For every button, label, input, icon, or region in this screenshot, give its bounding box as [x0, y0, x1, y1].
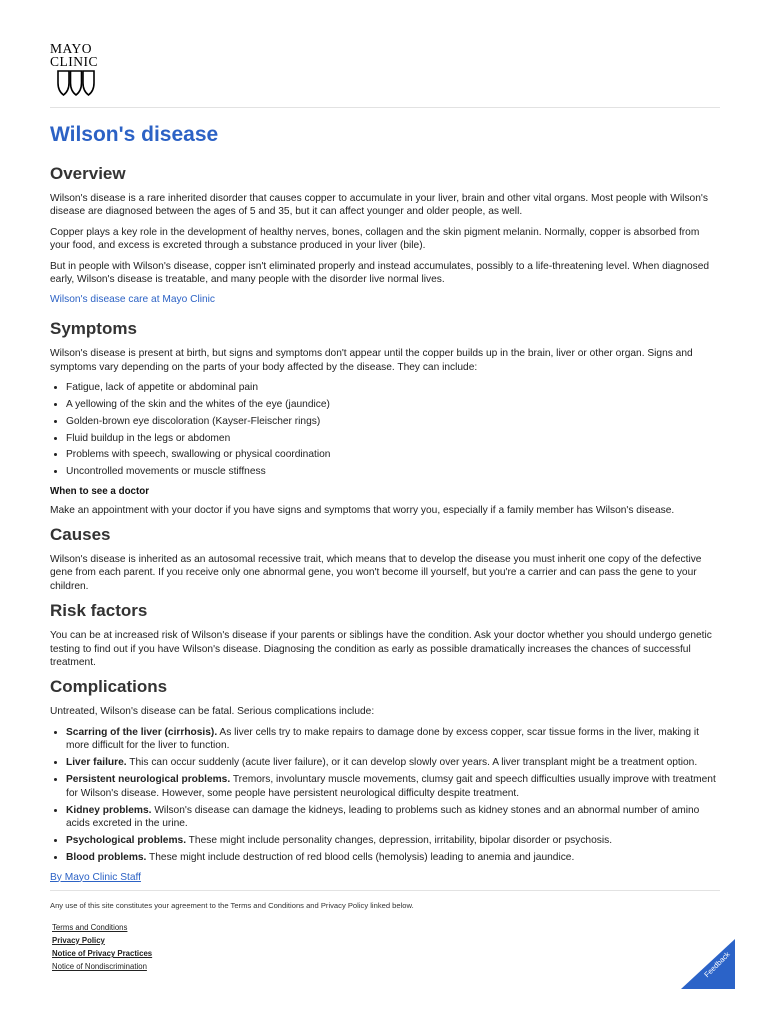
article-body	[50, 163, 718, 974]
overview-paragraph: Copper plays a key role in the development of healthy nerves, bones, collagen and the skin pigment melanin. Normally, copper is absorbed from your food, and excess is excreted through a substance produced in your liver (bile).	[50, 226, 700, 252]
complication-text: As liver cells try to make repairs to damage done by excess copper, scar tissue forms in the liver, making it more difficult for the liver to function.	[66, 726, 700, 752]
feedback-label[interactable]: Feedback	[702, 949, 732, 980]
complication-text: Wilson's disease can damage the kidneys, leading to problems such as kidney stones and an abnormal number of amino acids excreted in the urine.	[66, 804, 700, 830]
logo-line-2: CLINIC	[50, 54, 98, 69]
terms-and-conditions-link[interactable]: Terms and Conditions	[52, 922, 128, 932]
symptom-item: • Uncontrolled movements or muscle stiffness	[66, 465, 718, 478]
logo-line-1: MAYO	[50, 41, 93, 56]
symptom-item: • Problems with speech, swallowing or physical coordination	[66, 448, 718, 461]
complications-intro: Untreated, Wilson's disease can be fatal. Serious complications include:	[50, 706, 375, 718]
complications-list	[50, 726, 718, 865]
symptom-item: • Fatigue, lack of appetite or abdominal pain	[66, 381, 718, 394]
causes-text: Wilson's disease is inherited as an autosomal recessive trait, which means that to develop the disease you must inherit one copy of the defective gene from each parent. If you receive only one abnormal gene, you won't become ill yourself, but you're a carrier and can pass the gene to your children.	[50, 554, 702, 592]
footer-links	[50, 921, 718, 974]
complication-term: Scarring of the liver (cirrhosis).	[66, 726, 218, 738]
causes-heading: Causes	[50, 525, 111, 545]
risk-factors-text: You can be at increased risk of Wilson's disease if your parents or siblings have the condition. Ask your doctor whether you should undergo genetic testing to find out if you have Wilson's disease. Diagnosing the condition as early as possible dramatically increases the chances of successful treatment.	[50, 630, 712, 669]
symptom-item: • A yellowing of the skin and the whites of the eye (jaundice)	[66, 398, 718, 411]
symptoms-list	[50, 381, 718, 478]
complication-item	[66, 851, 718, 864]
complication-text: These might include personality changes, depression, irritability, bipolar disorder or psychosis.	[186, 835, 613, 847]
symptoms-section	[50, 318, 718, 517]
shield-logo-icon	[57, 70, 95, 97]
overview-heading: Overview	[50, 164, 126, 183]
when-to-see-doctor-text: Make an appointment with your doctor if you have signs and symptoms that worry you, especially if a family member has Wilson's disease.	[50, 504, 675, 516]
risk-factors-heading: Risk factors	[50, 601, 148, 621]
complication-item	[66, 726, 718, 753]
symptoms-heading: Symptoms	[50, 319, 137, 339]
footer-agreement-note: Any use of this site constitutes your agreement to the Terms and Conditions and Privacy Policy linked below.	[50, 900, 414, 910]
risk-factors-section	[50, 600, 718, 669]
complication-term: Blood problems.	[66, 852, 147, 864]
overview-section	[50, 163, 718, 306]
complications-heading: Complications	[50, 677, 168, 697]
complication-term: Liver failure.	[66, 757, 127, 769]
notice-of-nondiscrimination-link[interactable]: Notice of Nondiscrimination	[52, 962, 147, 972]
mayo-clinic-logo[interactable]	[50, 42, 102, 100]
complication-item	[66, 756, 718, 769]
symptoms-intro: Wilson's disease is present at birth, but signs and symptoms don't appear until the copper builds up in the brain, liver or other organ. Signs and symptoms vary depending on the parts of your body affected by the disease. They can include:	[50, 348, 693, 373]
complications-section	[50, 676, 718, 864]
footer-divider	[50, 890, 720, 891]
notice-of-privacy-practices-link[interactable]: Notice of Privacy Practices	[52, 949, 153, 959]
complication-term: Kidney problems.	[66, 804, 152, 816]
byline-link[interactable]: By Mayo Clinic Staff	[50, 871, 141, 883]
care-at-mayo-link[interactable]: Wilson's disease care at Mayo Clinic	[50, 294, 216, 306]
complication-text: Tremors, involuntary muscle movements, clumsy gait and speech difficulties usually improve with treatment for Wilson's disease. However, some people have persistent neurological difficulty despite treatment.	[66, 774, 716, 799]
complication-term: Psychological problems.	[66, 835, 187, 847]
complication-item	[66, 834, 718, 847]
page-title: Wilson's disease	[50, 123, 219, 146]
complication-item	[66, 804, 718, 831]
overview-paragraph: Wilson's disease is a rare inherited disorder that causes copper to accumulate in your liver, brain and other vital organs. Most people with Wilson's disease are diagnosed between the ages of 5 and 35, but it can affect younger and older people, as well.	[50, 193, 708, 218]
complication-item	[66, 773, 718, 800]
header-divider	[50, 107, 720, 108]
when-to-see-doctor-heading: When to see a doctor	[50, 485, 150, 497]
complication-term: Persistent neurological problems.	[66, 774, 231, 786]
symptom-item: • Fluid buildup in the legs or abdomen	[66, 432, 718, 445]
complication-text: These might include destruction of red blood cells (hemolysis) leading to anemia and jaundice.	[146, 852, 575, 864]
causes-section	[50, 524, 718, 593]
symptom-item: • Golden-brown eye discoloration (Kayser-Fleischer rings)	[66, 415, 718, 428]
privacy-policy-link[interactable]: Privacy Policy	[52, 935, 105, 945]
complication-text: This can occur suddenly (acute liver failure), or it can develop slowly over years. A liver transplant might be a treatment option.	[126, 757, 698, 769]
overview-paragraph: But in people with Wilson's disease, copper isn't eliminated properly and instead accumulates, possibly to a life-threatening level. When diagnosed early, Wilson's disease is treatable, and many people with the disorder live normal lives.	[50, 260, 710, 286]
